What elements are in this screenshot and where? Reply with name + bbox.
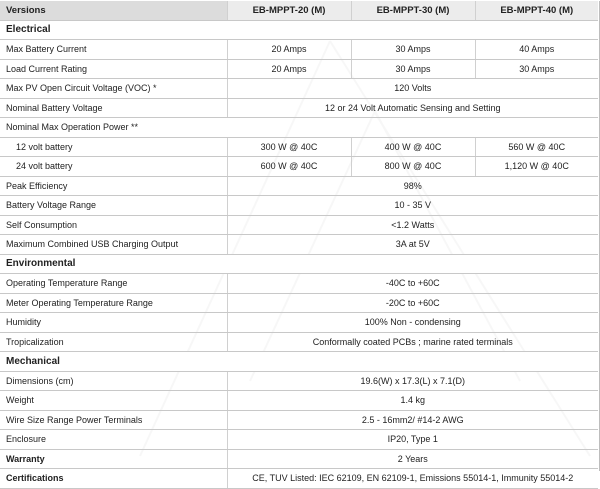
row-label: Nominal Battery Voltage bbox=[0, 98, 227, 118]
section-title: Environmental bbox=[0, 254, 598, 274]
table-row bbox=[0, 371, 598, 391]
row-value: 100% Non - condensing bbox=[227, 313, 598, 333]
section-title: Electrical bbox=[0, 20, 598, 40]
model-40-header: EB-MPPT-40 (M) bbox=[475, 1, 598, 20]
row-label: Meter Operating Temperature Range bbox=[0, 293, 227, 313]
table-row bbox=[0, 410, 598, 430]
table-row bbox=[0, 391, 598, 411]
row-label: Weight bbox=[0, 391, 227, 411]
row-label: Self Consumption bbox=[0, 215, 227, 235]
row-label: Certifications bbox=[0, 469, 227, 489]
table-row bbox=[0, 59, 598, 79]
row-label: Battery Voltage Range bbox=[0, 196, 227, 216]
row-value: 2.5 - 16mm2/ #14-2 AWG bbox=[227, 410, 598, 430]
row-label: Operating Temperature Range bbox=[0, 274, 227, 294]
row-value: 800 W @ 40C bbox=[351, 157, 475, 177]
row-value: 30 Amps bbox=[351, 59, 475, 79]
section-mechanical bbox=[0, 352, 598, 372]
row-label: Enclosure bbox=[0, 430, 227, 450]
row-label: Peak Efficiency bbox=[0, 176, 227, 196]
row-value: -40C to +60C bbox=[227, 274, 598, 294]
row-value: 3A at 5V bbox=[227, 235, 598, 255]
row-value: 1,120 W @ 40C bbox=[475, 157, 598, 177]
row-value: CE, TUV Listed: IEC 62109, EN 62109-1, Emissions 55014-1, Immunity 55014-2 bbox=[227, 469, 598, 489]
table-row bbox=[0, 274, 598, 294]
table-row bbox=[0, 235, 598, 255]
row-value: Conformally coated PCBs ; marine rated terminals bbox=[227, 332, 598, 352]
row-value: 19.6(W) x 17.3(L) x 7.1(D) bbox=[227, 371, 598, 391]
row-value: -20C to +60C bbox=[227, 293, 598, 313]
row-label: Max Battery Current bbox=[0, 40, 227, 60]
row-label: Max PV Open Circuit Voltage (VOC) * bbox=[0, 79, 227, 99]
row-label: Maximum Combined USB Charging Output bbox=[0, 235, 227, 255]
row-value: 120 Volts bbox=[227, 79, 598, 99]
row-value: 300 W @ 40C bbox=[227, 137, 351, 157]
row-value: 2 Years bbox=[227, 449, 598, 469]
table-row bbox=[0, 332, 598, 352]
row-value: 20 Amps bbox=[227, 40, 351, 60]
row-value: 12 or 24 Volt Automatic Sensing and Setting bbox=[227, 98, 598, 118]
row-value: 10 - 35 V bbox=[227, 196, 598, 216]
row-label: Load Current Rating bbox=[0, 59, 227, 79]
table-row bbox=[0, 137, 598, 157]
table-row bbox=[0, 40, 598, 60]
row-value: 1.4 kg bbox=[227, 391, 598, 411]
model-20-header: EB-MPPT-20 (M) bbox=[227, 1, 351, 20]
row-label: 24 volt battery bbox=[0, 157, 227, 177]
row-value: 400 W @ 40C bbox=[351, 137, 475, 157]
table-row bbox=[0, 215, 598, 235]
row-value: 30 Amps bbox=[475, 59, 598, 79]
section-title: Mechanical bbox=[0, 352, 598, 372]
row-label: Dimensions (cm) bbox=[0, 371, 227, 391]
table-row bbox=[0, 98, 598, 118]
row-label: 12 volt battery bbox=[0, 137, 227, 157]
table-row bbox=[0, 157, 598, 177]
spec-sheet bbox=[0, 1, 600, 484]
table-row bbox=[0, 176, 598, 196]
table-row bbox=[0, 293, 598, 313]
row-value: 560 W @ 40C bbox=[475, 137, 598, 157]
certifications-row bbox=[0, 469, 598, 489]
row-value: 98% bbox=[227, 176, 598, 196]
row-label: Tropicalization bbox=[0, 332, 227, 352]
table-row bbox=[0, 79, 598, 99]
section-environmental bbox=[0, 254, 598, 274]
warranty-row bbox=[0, 449, 598, 469]
row-value: 600 W @ 40C bbox=[227, 157, 351, 177]
spec-table bbox=[0, 1, 598, 489]
table-row bbox=[0, 313, 598, 333]
row-value: 30 Amps bbox=[351, 40, 475, 60]
row-label: Humidity bbox=[0, 313, 227, 333]
versions-label: Versions bbox=[0, 1, 227, 20]
row-value: <1.2 Watts bbox=[227, 215, 598, 235]
row-label: Warranty bbox=[0, 449, 227, 469]
row-value: IP20, Type 1 bbox=[227, 430, 598, 450]
section-electrical bbox=[0, 20, 598, 40]
row-value: 20 Amps bbox=[227, 59, 351, 79]
header-row bbox=[0, 1, 598, 20]
table-row bbox=[0, 430, 598, 450]
table-row bbox=[0, 196, 598, 216]
table-row bbox=[0, 118, 598, 138]
row-label: Nominal Max Operation Power ** bbox=[0, 118, 598, 138]
model-30-header: EB-MPPT-30 (M) bbox=[351, 1, 475, 20]
row-value: 40 Amps bbox=[475, 40, 598, 60]
row-label: Wire Size Range Power Terminals bbox=[0, 410, 227, 430]
